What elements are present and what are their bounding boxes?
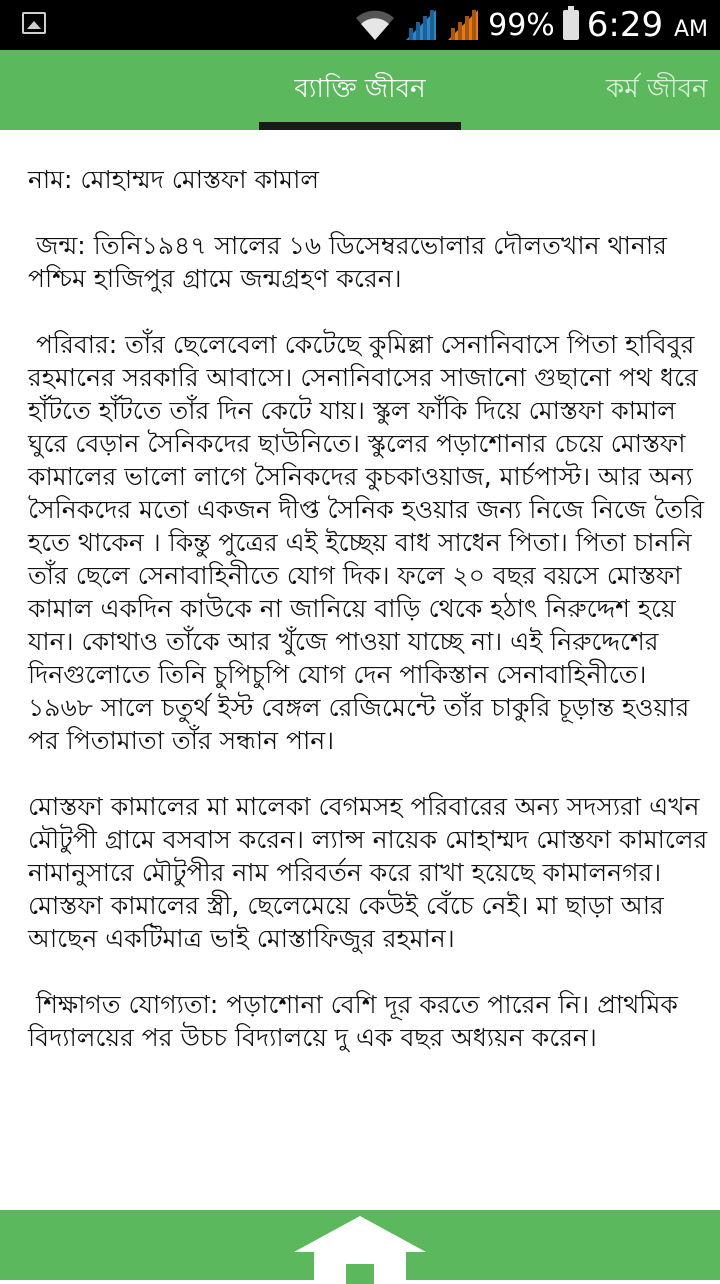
tab-indicator xyxy=(259,122,461,130)
home-icon[interactable] xyxy=(292,1214,428,1284)
tab-personal-life[interactable] xyxy=(259,50,461,130)
status-bar xyxy=(0,0,720,50)
birth-paragraph: জন্ম: তিনি১৯৪৭ সালের ১৬ ডিসেম্বরভোলার দৌলতখান থানার পশ্চিম হাজিপুর গ্রামে জন্মগ্রহণ করেন। xyxy=(28,231,675,293)
article-content[interactable] xyxy=(28,163,716,1205)
battery-percent: 99% xyxy=(488,7,555,43)
status-right xyxy=(354,0,708,50)
wifi-icon xyxy=(354,8,396,42)
tab-work-life[interactable] xyxy=(606,50,708,130)
name-paragraph: নাম: মোহাম্মদ মোস্তফা কামাল xyxy=(28,165,319,194)
clock-ampm: AM xyxy=(673,17,708,42)
tab-label: কর্ম জীবন xyxy=(606,74,708,104)
tab-bar xyxy=(0,50,720,130)
clock xyxy=(587,5,708,45)
signal-icon xyxy=(404,8,438,42)
tab-label: ব্যাক্তি জীবন xyxy=(294,74,426,104)
clock-time: 6:29 xyxy=(586,5,664,45)
signal-icon-2 xyxy=(446,8,480,42)
bottom-bar xyxy=(0,1210,720,1280)
gallery-icon xyxy=(22,12,46,34)
family-paragraph: পরিবার: তাঁর ছেলেবেলা কেটেছে কুমিল্লা সেনানিবাসে পিতা হাবিবুর রহমানের সরকারি আবাসে। সেনানিবাসের সাজানো গুছানো পথ ধরে হাঁটতে হাঁটতে তাঁর দিন কেটে যায়। স্কুল ফাঁকি দিয়ে মোস্তফা কামাল ঘুরে বেড়ান সৈনিকদের ছাউনিতে। স্কুলের পড়াশোনার চেয়ে মোস্তফা কামালের ভালো লাগে সৈনিকদের কুচকাওয়াজ, মার্চপাস্ট। আর অন্য সৈনিকদের মতো একজন দীপ্ত সৈনিক হওয়ার জন্য নিজে নিজে তৈরি হতে থাকেন । কিন্তু পুত্রের এই ইচ্ছেয় বাধ সাধেন পিতা। পিতা চাননি তাঁর ছেলে সেনাবাহিনীতে যোগ দিক। ফলে ২০ বছর বয়সে মোস্তফা কামাল একদিন কাউকে না জানিয়ে বাড়ি থেকে হঠাৎ নিরুদ্দেশ হয়ে যান। কোথাও তাঁকে আর খুঁজে পাওয়া যাচ্ছে না। এই নিরুদ্দেশের দিনগুলোতে তিনি চুপিচুপি যোগ দেন পাকিস্তান সেনাবাহিনীতে। ১৯৬৮ সালে চতুর্থ ইস্ট বেঙ্গল রেজিমেন্টে তাঁর চাকুরি চূড়ান্ত হওয়ার পর পিতামাতা তাঁর সন্ধান পান। xyxy=(28,330,712,755)
family-members-paragraph: মোস্তফা কামালের মা মালেকা বেগমসহ পরিবারের অন্য সদস্যরা এখন মৌটুপী গ্রামে বসবাস করেন। ল্যান্স নায়েক মোহাম্মদ মোস্তফা কামালের নামানুসারে মৌটুপীর নাম পরিবর্তন করে রাখা হয়েছে কামালনগর। মোস্তফা কামালের স্ত্রী, ছেলেমেয়ে কেউই বেঁচে নেই। মা ছাড়া আর আছেন একটিমাত্র ভাই মোস্তাফিজুর রহমান। xyxy=(28,792,716,953)
education-paragraph: শিক্ষাগত যোগ্যতা: পড়াশোনা বেশি দূর করতে পারেন নি। প্রাথমিক বিদ্যালয়ের পর উচচ বিদ্যালয়ে দু এক বছর অধ্যয়ন করেন। xyxy=(28,990,686,1052)
battery-icon xyxy=(563,10,579,40)
